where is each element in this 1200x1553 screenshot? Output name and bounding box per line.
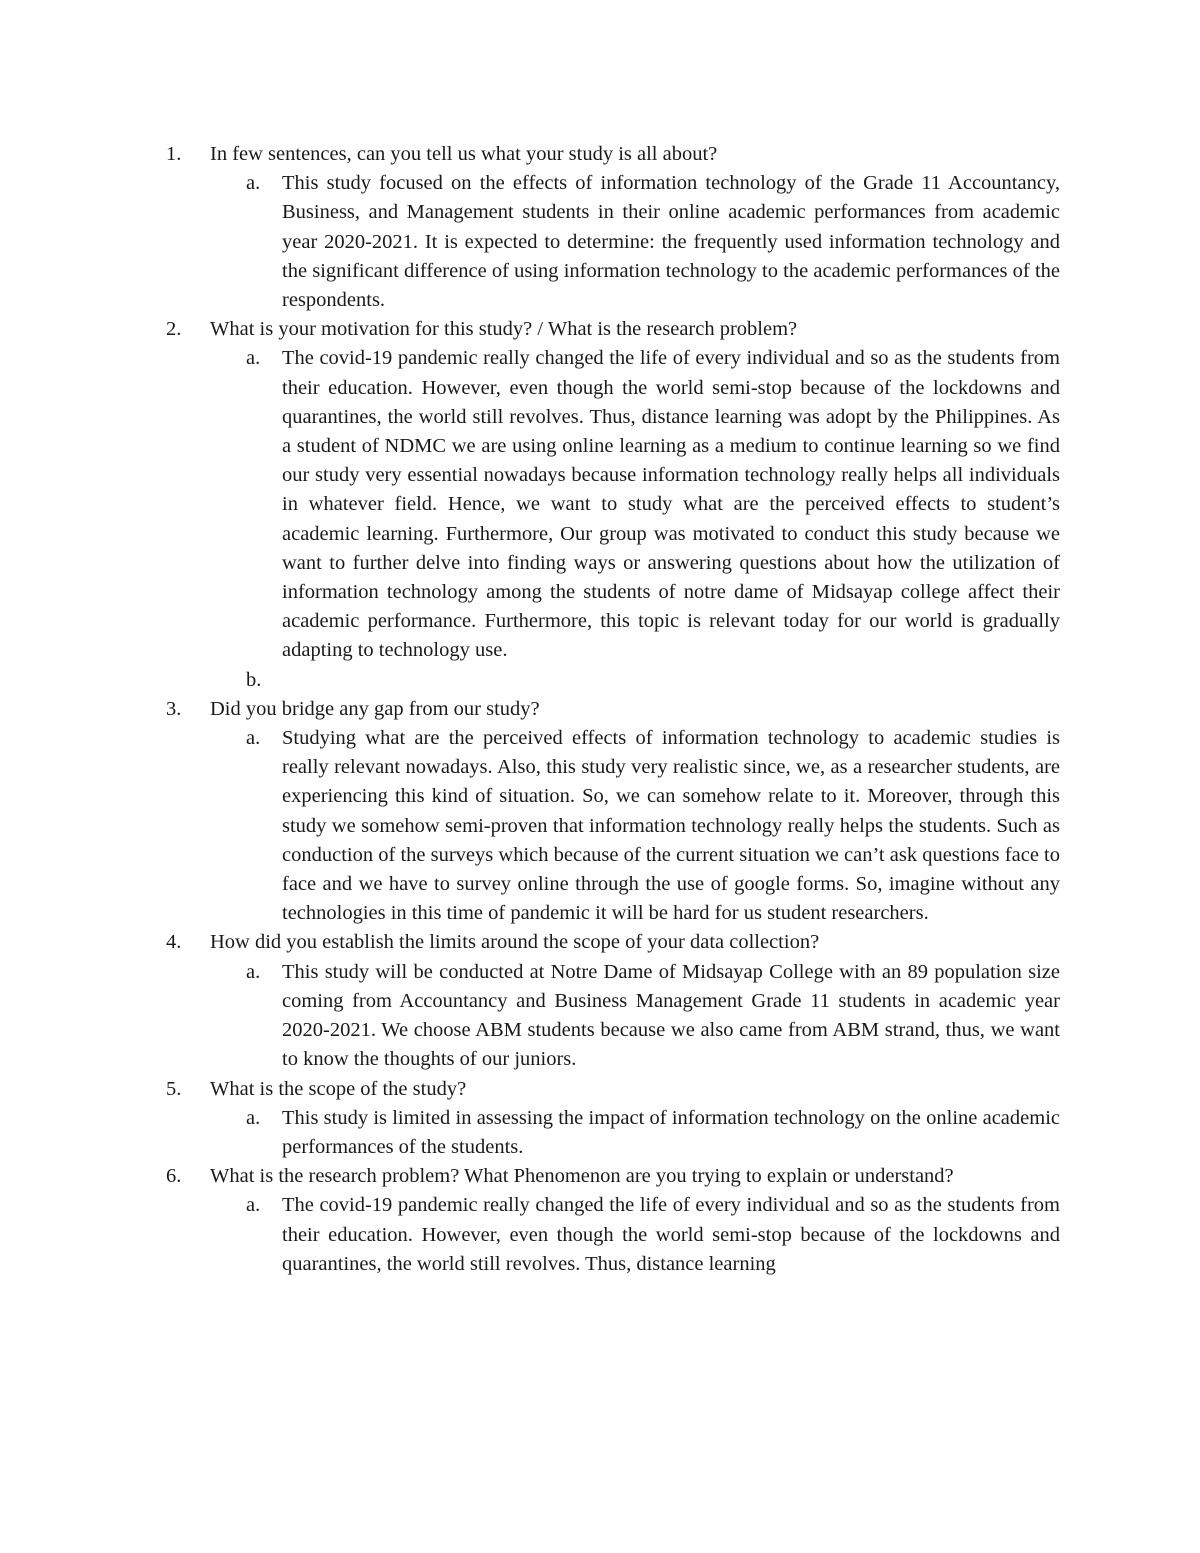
question-item: [166, 1075, 1060, 1163]
question-text: What is the scope of the study?: [210, 1077, 467, 1100]
answer-list: [210, 1104, 1060, 1162]
answer-item: [246, 958, 1060, 1075]
question-number: 5.: [166, 1077, 182, 1100]
question-number: 4.: [166, 931, 182, 954]
question-text: What is the research problem? What Phenomenon are you trying to explain or understand?: [210, 1165, 954, 1188]
question-text: In few sentences, can you tell us what your study is all about?: [210, 143, 718, 165]
answer-label: a.: [246, 727, 261, 750]
question-number: 6.: [166, 1165, 182, 1188]
answer-item: [246, 666, 1060, 695]
question-number: 3.: [166, 697, 182, 720]
answer-item: [246, 344, 1060, 665]
answer-text: Studying what are the perceived effects of information technology to academic studies is really relevant nowadays. Also, this study very realistic since, we, as a researcher students, are experiencing this kind of situation. So, we can somehow relate to it. Moreover, through this study we somehow semi-proven that information technology really helps the students. Such as conduction of the surveys which because of the current situation we can’t ask questions face to face and we have to survey online through the use of google forms. So, imagine without any technologies in this time of pandemic it will be hard for us student researchers.: [282, 727, 1060, 925]
answer-item: [246, 1104, 1060, 1162]
answer-label: a.: [246, 1106, 261, 1129]
answer-text: This study focused on the effects of information technology of the Grade 11 Accountancy, Business, and Management students in their online academic performances from academic year 2020-2021. It is expected to determine: the frequently used information technology and the significant difference of using information technology to the academic performances of the respondents.: [282, 172, 1060, 312]
question-item: [166, 928, 1060, 1074]
question-number: 1.: [166, 143, 182, 165]
answer-item: [246, 1191, 1060, 1279]
question-item: [166, 315, 1060, 695]
answer-item: [246, 724, 1060, 928]
answer-text: The covid-19 pandemic really changed the life of every individual and so as the students from their education. However, even though the world semi-stop because of the lockdowns and quarantines, the world still revolves. Thus, distance learning was adopt by the Philippines. As a student of NDMC we are using online learning as a medium to continue learning so we find our study very essential nowadays because information technology really helps all individuals in whatever field. Hence, we want to study what are the perceived effects to student’s academic learning. Furthermore, Our group was motivated to conduct this study because we want to further delve into finding ways or answering questions about how the utilization of information technology among the students of notre dame of Midsayap college affect their academic performance. Furthermore, this topic is relevant today for our world is gradually adapting to technology use.: [282, 347, 1060, 662]
question-text: How did you establish the limits around the scope of your data collection?: [210, 931, 820, 954]
answer-label: b.: [246, 668, 262, 691]
answer-label: a.: [246, 347, 261, 370]
question-number: 2.: [166, 318, 182, 341]
answer-label: a.: [246, 960, 261, 983]
answer-label: a.: [246, 1194, 261, 1217]
question-item: [166, 695, 1060, 929]
question-text: Did you bridge any gap from our study?: [210, 697, 540, 720]
question-list: [166, 140, 1060, 1279]
answer-item: [246, 169, 1060, 315]
question-text: What is your motivation for this study? / What is the research problem?: [210, 318, 798, 341]
answer-label: a.: [246, 172, 261, 195]
question-item: [166, 140, 1060, 315]
answer-list: [210, 1191, 1060, 1279]
answer-text: The covid-19 pandemic really changed the life of every individual and so as the students from their education. However, even though the world semi-stop because of the lockdowns and quarantines, the world still revolves. Thus, distance learning: [282, 1194, 1060, 1275]
answer-list: [210, 958, 1060, 1075]
answer-text: This study is limited in assessing the impact of information technology on the online academic performances of the students.: [282, 1106, 1060, 1158]
question-item: [166, 1162, 1060, 1279]
answer-list: [210, 169, 1060, 315]
answer-text: [282, 666, 1060, 695]
answer-list: [210, 724, 1060, 928]
answer-text: This study will be conducted at Notre Dame of Midsayap College with an 89 population size coming from Accountancy and Business Management Grade 11 students in academic year 2020-2021. We choose ABM students because we also came from ABM strand, thus, we want to know the thoughts of our juniors.: [282, 960, 1060, 1071]
answer-list: [210, 344, 1060, 694]
